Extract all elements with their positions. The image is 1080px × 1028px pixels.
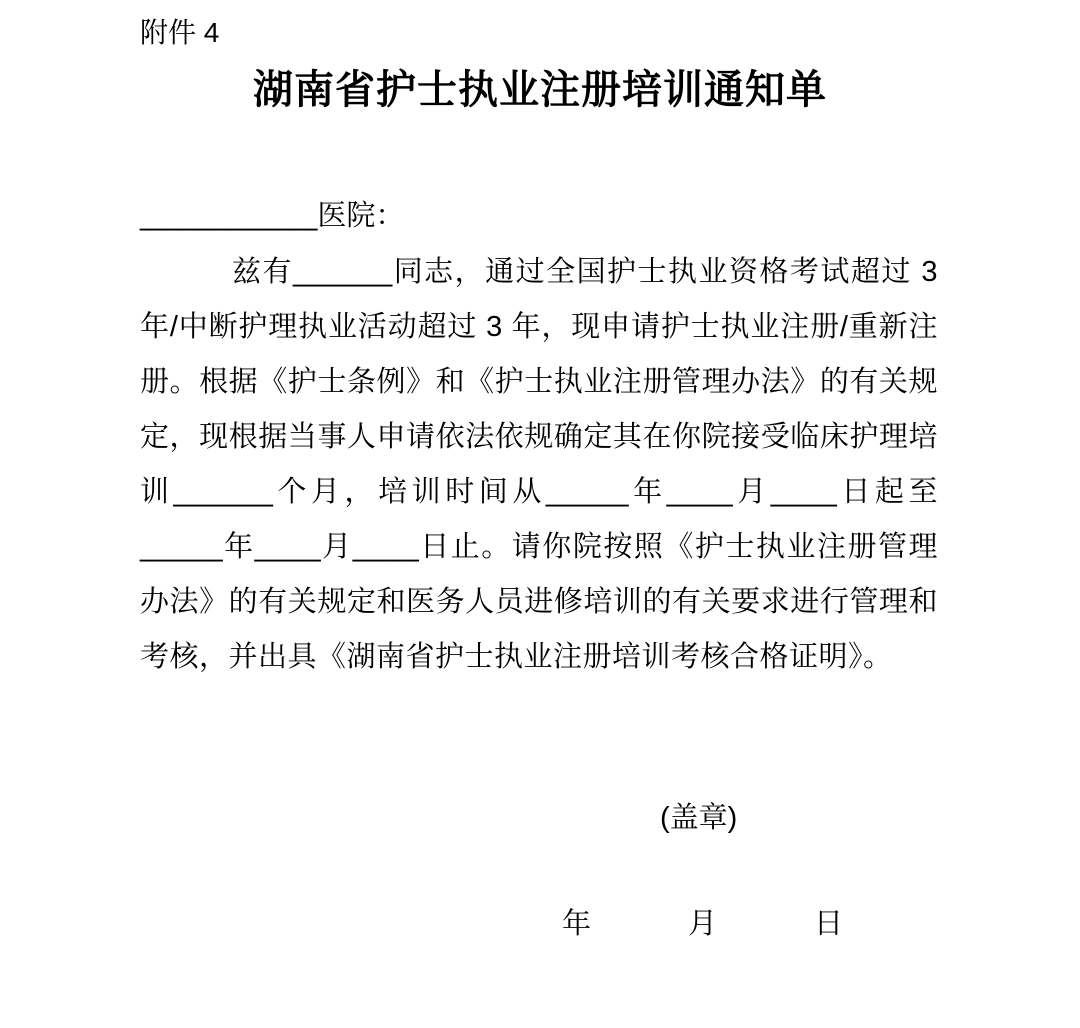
document-title: 湖南省护士执业注册培训通知单 <box>253 68 827 112</box>
seal-label: (盖章) <box>660 802 738 834</box>
date-month-label: 月 <box>688 908 718 940</box>
hospital-salutation-line: ___________医院： <box>140 200 405 232</box>
notice-body-paragraph: 兹有______同志，通过全国护士执业资格考试超过 3 年/中断护理执业活动超过 3 年，现申请护士执业注册/重新注册。根据《护士条例》和《护士执业注册管理办法》的有关规定，现根据当事人申请依法依规确定其在你院接受临床护理培训______个月，培训时间从_____年____月____日起至_____年____月____日止。请你院按照《护士执业注册管理办法》的有关规定和医务人员进修培训的有关要求进行管理和考核，并出具《湖南省护士执业注册培训考核合格证明》。 <box>140 256 938 673</box>
date-year-label: 年 <box>562 908 592 940</box>
date-day-label: 日 <box>814 908 844 940</box>
seal-area <box>660 800 737 836</box>
attachment-number-label: 附件 4 <box>140 17 220 48</box>
signature-date-line <box>562 906 843 942</box>
